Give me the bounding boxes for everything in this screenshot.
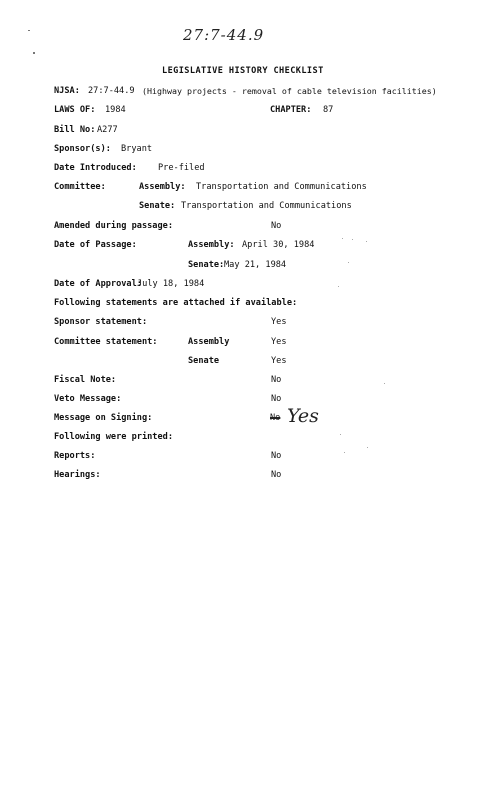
committee-label: Committee: (54, 182, 106, 192)
reports-value: No (271, 451, 282, 461)
committee-statement-assembly-value: Yes (271, 337, 287, 347)
date-introduced-value: Pre-filed (158, 163, 205, 173)
fiscal-note-value: No (271, 375, 282, 385)
bill-no-label: Bill No: (54, 125, 96, 135)
njsa-label: NJSA: (54, 86, 80, 96)
scan-speck (340, 434, 341, 435)
bill-no-value: A277 (97, 125, 118, 135)
scan-speck (352, 239, 353, 240)
passage-label: Date of Passage: (54, 240, 137, 250)
sponsor-statement-label: Sponsor statement: (54, 317, 148, 327)
committee-statement-senate-value: Yes (271, 356, 287, 366)
following-printed-heading: Following were printed: (54, 432, 173, 442)
hearings-value: No (271, 470, 282, 480)
hearings-label: Hearings: (54, 470, 101, 480)
scan-speck (28, 30, 30, 31)
committee-statement-senate-label: Senate (188, 356, 220, 366)
veto-message-value: No (271, 394, 282, 404)
fiscal-note-label: Fiscal Note: (54, 375, 117, 385)
scan-speck (367, 447, 368, 448)
amended-label: Amended during passage: (54, 221, 173, 231)
sponsor-statement-value: Yes (271, 317, 287, 327)
amended-value: No (271, 221, 282, 231)
veto-message-label: Veto Message: (54, 394, 122, 404)
scan-speck (366, 241, 367, 242)
scan-speck (384, 383, 385, 384)
scan-speck (348, 262, 349, 263)
chapter-value: 87 (323, 105, 334, 115)
message-on-signing-label: Message on Signing: (54, 413, 153, 423)
passage-senate-label: Senate: (188, 260, 225, 270)
message-on-signing-struck-value: No (270, 413, 281, 423)
laws-of-value: 1984 (105, 105, 126, 115)
following-attached-heading: Following statements are attached if available: (54, 298, 298, 308)
sponsor-label: Sponsor(s): (54, 144, 111, 154)
handwritten-yes: Yes (287, 405, 319, 427)
committee-statement-assembly-label: Assembly (188, 337, 230, 347)
handwritten-number: 27:7-44.9 (183, 26, 265, 44)
committee-senate-value: Transportation and Communications (181, 201, 352, 211)
njsa-subject: (Highway projects - removal of cable television facilities) (142, 86, 437, 96)
scan-speck (338, 286, 339, 287)
date-introduced-label: Date Introduced: (54, 163, 137, 173)
page-title: LEGISLATIVE HISTORY CHECKLIST (162, 66, 324, 76)
scan-speck (342, 238, 343, 239)
approval-label: Date of Approval: (54, 279, 142, 289)
passage-assembly-label: Assembly: (188, 240, 235, 250)
approval-value: July 18, 1984 (137, 279, 205, 289)
laws-of-label: LAWS OF: (54, 105, 96, 115)
reports-label: Reports: (54, 451, 96, 461)
committee-statement-label: Committee statement: (54, 337, 158, 347)
sponsor-value: Bryant (121, 144, 153, 154)
chapter-label: CHAPTER: (270, 105, 312, 115)
passage-senate-value: May 21, 1984 (224, 260, 287, 270)
scan-speck (344, 452, 345, 453)
njsa-value: 27:7-44.9 (88, 86, 135, 96)
committee-assembly-label: Assembly: (139, 182, 186, 192)
committee-assembly-value: Transportation and Communications (196, 182, 367, 192)
passage-assembly-value: April 30, 1984 (242, 240, 315, 250)
scan-speck (33, 52, 35, 54)
committee-senate-label: Senate: (139, 201, 176, 211)
